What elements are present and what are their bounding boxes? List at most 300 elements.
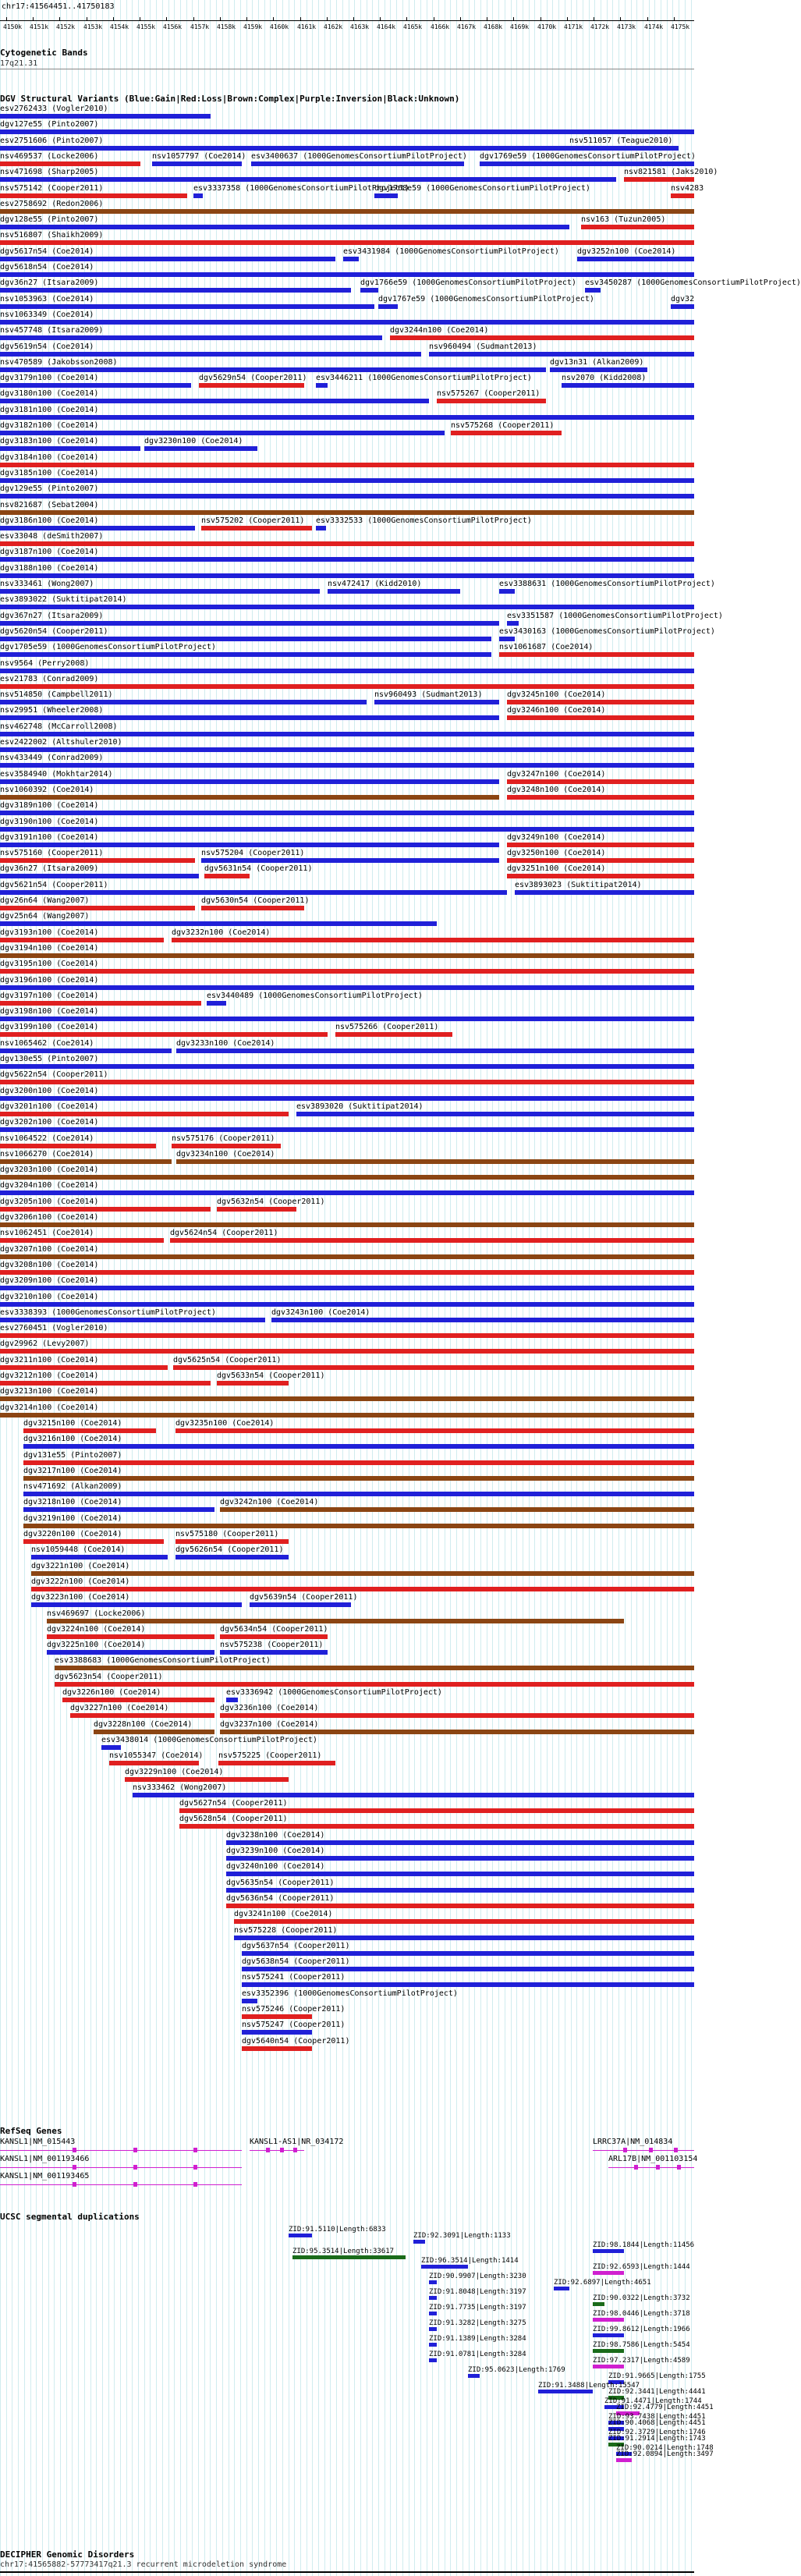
sv-bar[interactable]: [0, 1175, 694, 1180]
sv-bar[interactable]: [378, 304, 398, 309]
segdup-label[interactable]: ZID:90.0322|Length:3732: [593, 2294, 690, 2302]
segdup-bar[interactable]: [538, 2390, 593, 2393]
segdup-label[interactable]: ZID:92.3441|Length:4441: [608, 2388, 706, 2396]
segdup-label[interactable]: ZID:92.0894|Length:3497: [616, 2450, 714, 2458]
sv-label[interactable]: esv3431984 (1000GenomesConsortiumPilotProject): [343, 247, 559, 256]
segdup-label[interactable]: ZID:98.1844|Length:11456: [593, 2241, 695, 2249]
sv-label[interactable]: dgv3225n100 (Coe2014): [47, 1641, 146, 1649]
sv-label[interactable]: dgv5632n54 (Cooper2011): [217, 1198, 325, 1206]
sv-bar[interactable]: [23, 1444, 694, 1449]
segdup-bar[interactable]: [554, 2287, 569, 2290]
sv-bar[interactable]: [515, 890, 694, 895]
gene-label[interactable]: KANSL1|NM_001193465: [0, 2172, 90, 2180]
sv-label[interactable]: dgv3202n100 (Coe2014): [0, 1118, 99, 1127]
sv-bar[interactable]: [125, 1777, 289, 1782]
sv-bar[interactable]: [0, 193, 187, 198]
sv-label[interactable]: nsv2070 (Kidd2008): [562, 374, 647, 382]
sv-label[interactable]: nsv575267 (Cooper2011): [437, 389, 540, 398]
sv-bar[interactable]: [172, 938, 694, 942]
sv-label[interactable]: esv3400637 (1000GenomesConsortiumPilotProject): [251, 152, 467, 161]
sv-bar[interactable]: [55, 1682, 694, 1687]
sv-bar[interactable]: [220, 1507, 694, 1512]
sv-label[interactable]: nsv1065462 (Coe2014): [0, 1039, 94, 1048]
sv-bar[interactable]: [47, 1619, 624, 1623]
sv-bar[interactable]: [0, 921, 437, 926]
sv-label[interactable]: dgv3200n100 (Coe2014): [0, 1087, 99, 1095]
sv-bar[interactable]: [671, 304, 694, 309]
sv-label[interactable]: dgv3179n100 (Coe2014): [0, 374, 99, 382]
sv-label[interactable]: dgv3243n100 (Coe2014): [271, 1308, 370, 1317]
segdup-label[interactable]: ZID:91.4471|Length:1744: [604, 2397, 702, 2405]
sv-label[interactable]: nsv457748 (Itsara2009): [0, 326, 104, 335]
sv-label[interactable]: nsv471692 (Alkan2009): [23, 1482, 122, 1491]
segdup-label[interactable]: ZID:97.2317|Length:4589: [593, 2357, 690, 2365]
sv-bar[interactable]: [47, 1650, 214, 1655]
sv-label[interactable]: dgv5623n54 (Cooper2011): [55, 1673, 163, 1681]
sv-bar[interactable]: [0, 1333, 694, 1338]
sv-bar[interactable]: [507, 700, 694, 704]
sv-label[interactable]: esv2762433 (Vogler2010): [0, 105, 108, 113]
sv-label[interactable]: nsv575180 (Cooper2011): [175, 1530, 279, 1538]
sv-bar[interactable]: [193, 193, 203, 198]
sv-label[interactable]: dgv3208n100 (Coe2014): [0, 1261, 99, 1269]
sv-bar[interactable]: [0, 1064, 694, 1069]
sv-label[interactable]: nsv575238 (Cooper2011): [220, 1641, 324, 1649]
sv-label[interactable]: nsv960494 (Sudmant2013): [429, 342, 537, 351]
sv-bar[interactable]: [175, 1428, 694, 1433]
sv-bar[interactable]: [0, 526, 195, 530]
sv-label[interactable]: dgv3245n100 (Coe2014): [507, 690, 606, 699]
gene-label[interactable]: KANSL1|NM_001193466: [0, 2155, 90, 2163]
sv-label[interactable]: dgv3221n100 (Coe2014): [31, 1562, 130, 1570]
sv-bar[interactable]: [70, 1713, 214, 1718]
segdup-bar[interactable]: [413, 2240, 425, 2244]
sv-bar[interactable]: [217, 1207, 296, 1212]
sv-label[interactable]: dgv3217n100 (Coe2014): [23, 1467, 122, 1475]
sv-label[interactable]: esv3336942 (1000GenomesConsortiumPilotProject): [226, 1688, 442, 1697]
sv-label[interactable]: nsv1066270 (Coe2014): [0, 1150, 94, 1158]
sv-label[interactable]: dgv1767e59 (1000GenomesConsortiumPilotProject): [378, 295, 594, 303]
sv-bar[interactable]: [0, 240, 694, 245]
sv-bar[interactable]: [242, 1951, 694, 1956]
gene-line[interactable]: [593, 2150, 694, 2151]
sv-bar[interactable]: [0, 288, 351, 293]
sv-bar[interactable]: [0, 732, 694, 736]
sv-bar[interactable]: [62, 1698, 214, 1702]
sv-bar[interactable]: [0, 669, 694, 673]
sv-label[interactable]: esv2760451 (Vogler2010): [0, 1324, 108, 1332]
sv-bar[interactable]: [0, 431, 445, 435]
segdup-label[interactable]: ZID:93.7438|Length:4451: [608, 2413, 706, 2421]
sv-label[interactable]: nsv575228 (Cooper2011): [234, 1926, 338, 1935]
sv-bar[interactable]: [175, 1555, 289, 1559]
sv-bar[interactable]: [23, 1524, 694, 1528]
sv-label[interactable]: dgv3189n100 (Coe2014): [0, 801, 99, 810]
sv-bar[interactable]: [55, 1666, 694, 1670]
sv-bar[interactable]: [507, 715, 694, 720]
sv-label[interactable]: dgv36n27 (Itsara2009): [0, 279, 99, 287]
sv-bar[interactable]: [0, 684, 694, 689]
sv-label[interactable]: nsv575176 (Cooper2011): [172, 1134, 275, 1143]
sv-label[interactable]: esv3893020 (Suktitipat2014): [296, 1102, 424, 1111]
sv-bar[interactable]: [201, 858, 499, 863]
sv-label[interactable]: dgv3195n100 (Coe2014): [0, 960, 99, 968]
segdup-label[interactable]: ZID:91.3488|Length:15547: [538, 2382, 640, 2390]
sv-bar[interactable]: [109, 1761, 199, 1765]
sv-label[interactable]: dgv13n31 (Alkan2009): [550, 358, 644, 367]
sv-label[interactable]: dgv3199n100 (Coe2014): [0, 1023, 99, 1031]
sv-bar[interactable]: [569, 146, 679, 151]
sv-label[interactable]: dgv3233n100 (Coe2014): [176, 1039, 275, 1048]
sv-label[interactable]: esv3893023 (Suktitipat2014): [515, 881, 642, 889]
sv-bar[interactable]: [0, 1048, 172, 1053]
sv-label[interactable]: nsv9564 (Perry2008): [0, 659, 90, 668]
segdup-bar[interactable]: [593, 2318, 624, 2322]
sv-bar[interactable]: [360, 288, 378, 293]
sv-label[interactable]: dgv5636n54 (Cooper2011): [226, 1894, 335, 1903]
sv-bar[interactable]: [101, 1745, 121, 1750]
sv-label[interactable]: dgv5628n54 (Cooper2011): [179, 1815, 288, 1823]
segdup-bar[interactable]: [429, 2280, 437, 2284]
sv-label[interactable]: dgv5618n54 (Coe2014): [0, 263, 94, 271]
sv-label[interactable]: dgv3215n100 (Coe2014): [23, 1419, 122, 1428]
sv-bar[interactable]: [562, 383, 694, 388]
sv-bar[interactable]: [179, 1824, 694, 1829]
sv-label[interactable]: dgv29962 (Levy2007): [0, 1339, 90, 1348]
sv-bar[interactable]: [242, 1967, 694, 1971]
sv-bar[interactable]: [0, 573, 694, 578]
sv-label[interactable]: esv3430163 (1000GenomesConsortiumPilotProject): [499, 627, 715, 636]
sv-label[interactable]: nsv333462 (Wong2007): [133, 1783, 227, 1792]
sv-bar[interactable]: [133, 1793, 694, 1797]
sv-bar[interactable]: [0, 1190, 694, 1195]
sv-label[interactable]: dgv3203n100 (Coe2014): [0, 1166, 99, 1174]
sv-label[interactable]: dgv3224n100 (Coe2014): [47, 1625, 146, 1634]
segdup-label[interactable]: ZID:91.7735|Length:3197: [429, 2304, 526, 2312]
sv-bar[interactable]: [0, 969, 694, 974]
sv-bar[interactable]: [0, 605, 694, 609]
sv-label[interactable]: nsv575202 (Cooper2011): [201, 516, 305, 525]
sv-label[interactable]: dgv3209n100 (Coe2014): [0, 1276, 99, 1285]
sv-label[interactable]: dgv3236n100 (Coe2014): [220, 1704, 319, 1712]
sv-label[interactable]: dgv5639n54 (Cooper2011): [250, 1593, 358, 1602]
segdup-bar[interactable]: [593, 2349, 624, 2353]
sv-label[interactable]: dgv5619n54 (Coe2014): [0, 342, 94, 351]
sv-bar[interactable]: [0, 1001, 201, 1006]
sv-label[interactable]: esv3351587 (1000GenomesConsortiumPilotProject): [507, 612, 723, 620]
cytoband-band[interactable]: 17q21.31: [0, 59, 38, 68]
sv-label[interactable]: dgv3238n100 (Coe2014): [226, 1831, 325, 1840]
sv-bar[interactable]: [296, 1112, 694, 1116]
sv-label[interactable]: nsv514850 (Campbell2011): [0, 690, 113, 699]
sv-label[interactable]: dgv5629n54 (Cooper2011): [199, 374, 307, 382]
sv-bar[interactable]: [0, 1302, 694, 1307]
sv-bar[interactable]: [0, 1080, 694, 1084]
sv-bar[interactable]: [0, 478, 694, 483]
sv-bar[interactable]: [0, 1318, 265, 1322]
sv-bar[interactable]: [335, 1032, 452, 1037]
sv-bar[interactable]: [0, 1396, 694, 1401]
sv-label[interactable]: esv3893022 (Suktitipat2014): [0, 595, 127, 604]
sv-label[interactable]: dgv3244n100 (Coe2014): [390, 326, 489, 335]
sv-bar[interactable]: [0, 1254, 694, 1259]
sv-label[interactable]: dgv3252n100 (Coe2014): [577, 247, 676, 256]
sv-bar[interactable]: [251, 161, 464, 166]
sv-label[interactable]: dgv3191n100 (Coe2014): [0, 833, 99, 842]
sv-label[interactable]: esv2751606 (Pinto2007): [0, 137, 104, 145]
sv-label[interactable]: nsv1059448 (Coe2014): [31, 1545, 126, 1554]
sv-label[interactable]: nsv469537 (Locke2006): [0, 152, 99, 161]
gene-label[interactable]: ARL17B|NM_001103154: [608, 2155, 698, 2163]
sv-bar[interactable]: [0, 1159, 172, 1164]
sv-label[interactable]: dgv3250n100 (Coe2014): [507, 849, 606, 857]
sv-label[interactable]: dgv3235n100 (Coe2014): [175, 1419, 275, 1428]
sv-label[interactable]: esv3438014 (1000GenomesConsortiumPilotProject): [101, 1736, 317, 1744]
sv-bar[interactable]: [624, 177, 694, 182]
sv-label[interactable]: dgv5624n54 (Cooper2011): [170, 1229, 278, 1237]
sv-label[interactable]: dgv3248n100 (Coe2014): [507, 786, 606, 794]
sv-label[interactable]: dgv5626n54 (Cooper2011): [175, 1545, 284, 1554]
sv-bar[interactable]: [0, 541, 694, 546]
sv-label[interactable]: esv3338393 (1000GenomesConsortiumPilotProject): [0, 1308, 216, 1317]
sv-bar[interactable]: [207, 1001, 226, 1006]
gene-line[interactable]: [0, 2167, 242, 2168]
sv-label[interactable]: nsv575246 (Cooper2011): [242, 2005, 346, 2014]
sv-bar[interactable]: [507, 874, 694, 878]
sv-bar[interactable]: [218, 1761, 335, 1765]
sv-label[interactable]: esv3446211 (1000GenomesConsortiumPilotProject): [316, 374, 532, 382]
sv-label[interactable]: dgv3187n100 (Coe2014): [0, 548, 99, 556]
sv-label[interactable]: dgv3246n100 (Coe2014): [507, 706, 606, 715]
sv-bar[interactable]: [0, 320, 694, 325]
sv-bar[interactable]: [0, 1381, 211, 1386]
sv-bar[interactable]: [23, 1428, 156, 1433]
sv-label[interactable]: nsv575241 (Cooper2011): [242, 1973, 346, 1982]
segdup-bar[interactable]: [593, 2333, 624, 2337]
sv-label[interactable]: nsv1055347 (Coe2014): [109, 1751, 204, 1760]
segdup-bar[interactable]: [292, 2255, 406, 2259]
sv-bar[interactable]: [0, 938, 164, 942]
sv-label[interactable]: nsv1061687 (Coe2014): [499, 643, 594, 651]
sv-label[interactable]: dgv3237n100 (Coe2014): [220, 1720, 319, 1729]
sv-bar[interactable]: [507, 795, 694, 800]
sv-bar[interactable]: [0, 906, 195, 910]
sv-bar[interactable]: [316, 526, 326, 530]
sv-bar[interactable]: [328, 589, 460, 594]
sv-label[interactable]: dgv3182n100 (Coe2014): [0, 421, 99, 430]
sv-bar[interactable]: [0, 715, 499, 720]
sv-label[interactable]: dgv3188n100 (Coe2014): [0, 564, 99, 573]
sv-label[interactable]: nsv1060392 (Coe2014): [0, 786, 94, 794]
sv-bar[interactable]: [0, 1032, 328, 1037]
sv-label[interactable]: esv3440489 (1000GenomesConsortiumPilotProject): [207, 992, 423, 1000]
sv-bar[interactable]: [374, 700, 499, 704]
sv-label[interactable]: dgv3183n100 (Coe2014): [0, 437, 99, 445]
gene-label[interactable]: LRRC37A|NM_014834: [593, 2138, 673, 2146]
sv-bar[interactable]: [581, 225, 694, 229]
segdup-label[interactable]: ZID:92.3729|Length:1746: [608, 2429, 706, 2436]
sv-bar[interactable]: [152, 161, 242, 166]
sv-bar[interactable]: [217, 1381, 289, 1386]
sv-label[interactable]: nsv511057 (Teague2010): [569, 137, 673, 145]
sv-label[interactable]: nsv1064522 (Coe2014): [0, 1134, 94, 1143]
sv-label[interactable]: dgv3201n100 (Coe2014): [0, 1102, 99, 1111]
sv-label[interactable]: dgv5621n54 (Cooper2011): [0, 881, 108, 889]
sv-label[interactable]: dgv1769e59 (1000GenomesConsortiumPilotProject): [480, 152, 696, 161]
sv-bar[interactable]: [23, 1507, 214, 1512]
sv-label[interactable]: dgv3241n100 (Coe2014): [234, 1910, 333, 1918]
segdup-label[interactable]: ZID:91.5110|Length:6833: [289, 2226, 386, 2234]
sv-bar[interactable]: [451, 431, 562, 435]
sv-label[interactable]: dgv3181n100 (Coe2014): [0, 406, 99, 414]
sv-bar[interactable]: [0, 257, 335, 261]
sv-bar[interactable]: [220, 1730, 694, 1734]
sv-bar[interactable]: [31, 1587, 694, 1591]
sv-bar[interactable]: [226, 1856, 694, 1861]
segdup-bar[interactable]: [616, 2458, 632, 2462]
sv-label[interactable]: dgv3234n100 (Coe2014): [176, 1150, 275, 1158]
segdup-label[interactable]: ZID:91.9665|Length:1755: [608, 2372, 706, 2380]
sv-bar[interactable]: [0, 858, 195, 863]
sv-label[interactable]: nsv821581 (Jaks2010): [624, 168, 718, 176]
sv-bar[interactable]: [0, 225, 569, 229]
segdup-label[interactable]: ZID:91.8048|Length:3197: [429, 2288, 526, 2296]
sv-bar[interactable]: [0, 621, 499, 626]
sv-label[interactable]: esv3388631 (1000GenomesConsortiumPilotProject): [499, 580, 715, 588]
segdup-bar[interactable]: [429, 2327, 437, 2331]
sv-label[interactable]: nsv333461 (Wong2007): [0, 580, 94, 588]
sv-label[interactable]: dgv1766e59 (1000GenomesConsortiumPilotProject): [360, 279, 576, 287]
sv-label[interactable]: nsv433449 (Conrad2009): [0, 754, 104, 762]
sv-bar[interactable]: [242, 2014, 312, 2019]
sv-label[interactable]: dgv5640n54 (Cooper2011): [242, 2037, 350, 2046]
sv-bar[interactable]: [0, 890, 507, 895]
sv-bar[interactable]: [204, 874, 250, 878]
sv-bar[interactable]: [0, 589, 320, 594]
sv-label[interactable]: dgv3197n100 (Coe2014): [0, 992, 99, 1000]
sv-bar[interactable]: [0, 1127, 694, 1132]
sv-label[interactable]: dgv5622n54 (Cooper2011): [0, 1070, 108, 1079]
sv-label[interactable]: dgv3226n100 (Coe2014): [62, 1688, 161, 1697]
sv-label[interactable]: dgv5625n54 (Cooper2011): [173, 1356, 282, 1364]
sv-bar[interactable]: [31, 1555, 168, 1559]
segdup-bar[interactable]: [593, 2271, 624, 2275]
sv-bar[interactable]: [507, 621, 519, 626]
sv-bar[interactable]: [220, 1650, 328, 1655]
sv-bar[interactable]: [0, 1222, 694, 1227]
sv-label[interactable]: dgv3204n100 (Coe2014): [0, 1181, 99, 1190]
sv-bar[interactable]: [343, 257, 359, 261]
sv-bar[interactable]: [507, 843, 694, 847]
sv-label[interactable]: dgv5631n54 (Cooper2011): [204, 864, 313, 873]
sv-bar[interactable]: [0, 1112, 289, 1116]
sv-label[interactable]: dgv3186n100 (Coe2014): [0, 516, 99, 525]
sv-bar[interactable]: [0, 779, 499, 784]
segdup-label[interactable]: ZID:91.3282|Length:3275: [429, 2319, 526, 2327]
sv-bar[interactable]: [0, 494, 694, 499]
sv-bar[interactable]: [170, 1238, 694, 1243]
sv-bar[interactable]: [242, 1999, 257, 2003]
gene-label[interactable]: KANSL1|NM_015443: [0, 2138, 76, 2146]
segdup-bar[interactable]: [429, 2343, 437, 2347]
sv-label[interactable]: dgv3227n100 (Coe2014): [70, 1704, 169, 1712]
segdup-bar[interactable]: [593, 2302, 604, 2306]
sv-label[interactable]: dgv3249n100 (Coe2014): [507, 833, 606, 842]
sv-label[interactable]: nsv462748 (McCarroll2008): [0, 722, 118, 731]
sv-label[interactable]: nsv163 (Tuzun2005): [581, 215, 666, 224]
sv-bar[interactable]: [0, 383, 191, 388]
segdup-bar[interactable]: [429, 2296, 437, 2300]
sv-bar[interactable]: [226, 1840, 694, 1845]
segdup-label[interactable]: ZID:91.0781|Length:3284: [429, 2351, 526, 2358]
sv-bar[interactable]: [577, 257, 694, 261]
sv-label[interactable]: dgv3247n100 (Coe2014): [507, 770, 606, 779]
sv-bar[interactable]: [316, 383, 328, 388]
sv-label[interactable]: nsv575225 (Cooper2011): [218, 1751, 322, 1760]
sv-bar[interactable]: [0, 335, 382, 340]
sv-bar[interactable]: [226, 1888, 694, 1893]
sv-bar[interactable]: [0, 1349, 694, 1354]
sv-label[interactable]: dgv5617n54 (Coe2014): [0, 247, 94, 256]
sv-bar[interactable]: [0, 843, 499, 847]
sv-bar[interactable]: [144, 446, 257, 451]
sv-bar[interactable]: [0, 463, 694, 467]
segdup-label[interactable]: ZID:96.3514|Length:1414: [421, 2257, 519, 2265]
sv-bar[interactable]: [390, 335, 694, 340]
sv-bar[interactable]: [0, 352, 421, 357]
sv-bar[interactable]: [226, 1904, 694, 1908]
sv-label[interactable]: dgv36n27 (Itsara2009): [0, 864, 99, 873]
sv-bar[interactable]: [250, 1602, 351, 1607]
sv-bar[interactable]: [0, 177, 616, 182]
sv-label[interactable]: esv3584940 (Mokhtar2014): [0, 770, 113, 779]
sv-label[interactable]: dgv26n64 (Wang2007): [0, 896, 90, 905]
sv-bar[interactable]: [0, 1413, 694, 1418]
segdup-label[interactable]: ZID:98.0446|Length:3718: [593, 2310, 690, 2318]
sv-label[interactable]: dgv3180n100 (Coe2014): [0, 389, 99, 398]
segdup-bar[interactable]: [468, 2374, 480, 2378]
sv-bar[interactable]: [0, 700, 367, 704]
sv-label[interactable]: esv33048 (deSmith2007): [0, 532, 104, 541]
sv-bar[interactable]: [0, 1365, 168, 1370]
segdup-label[interactable]: ZID:92.4779|Length:4451: [616, 2404, 714, 2411]
sv-bar[interactable]: [374, 193, 398, 198]
segdup-bar[interactable]: [289, 2234, 312, 2237]
sv-bar[interactable]: [671, 193, 694, 198]
sv-bar[interactable]: [507, 779, 694, 784]
segdup-bar[interactable]: [429, 2358, 437, 2362]
sv-bar[interactable]: [507, 858, 694, 863]
sv-bar[interactable]: [0, 1238, 164, 1243]
sv-bar[interactable]: [429, 352, 694, 357]
sv-label[interactable]: dgv5630n54 (Cooper2011): [201, 896, 310, 905]
sv-label[interactable]: nsv960493 (Sudmant2013): [374, 690, 483, 699]
sv-bar[interactable]: [0, 1286, 694, 1290]
sv-label[interactable]: nsv1053963 (Coe2014): [0, 295, 94, 303]
sv-label[interactable]: dgv3211n100 (Coe2014): [0, 1356, 99, 1364]
sv-bar[interactable]: [0, 399, 429, 403]
sv-label[interactable]: dgv3207n100 (Coe2014): [0, 1245, 99, 1254]
sv-bar[interactable]: [0, 747, 694, 752]
sv-bar[interactable]: [242, 1982, 694, 1987]
sv-bar[interactable]: [23, 1539, 164, 1544]
sv-label[interactable]: dgv3194n100 (Coe2014): [0, 944, 99, 953]
sv-label[interactable]: dgv3213n100 (Coe2014): [0, 1387, 99, 1396]
sv-bar[interactable]: [271, 1318, 694, 1322]
sv-label[interactable]: dgv5627n54 (Cooper2011): [179, 1799, 288, 1808]
segdup-label[interactable]: ZID:99.8612|Length:1966: [593, 2326, 690, 2333]
segdup-label[interactable]: ZID:95.3514|Length:33617: [292, 2248, 395, 2255]
